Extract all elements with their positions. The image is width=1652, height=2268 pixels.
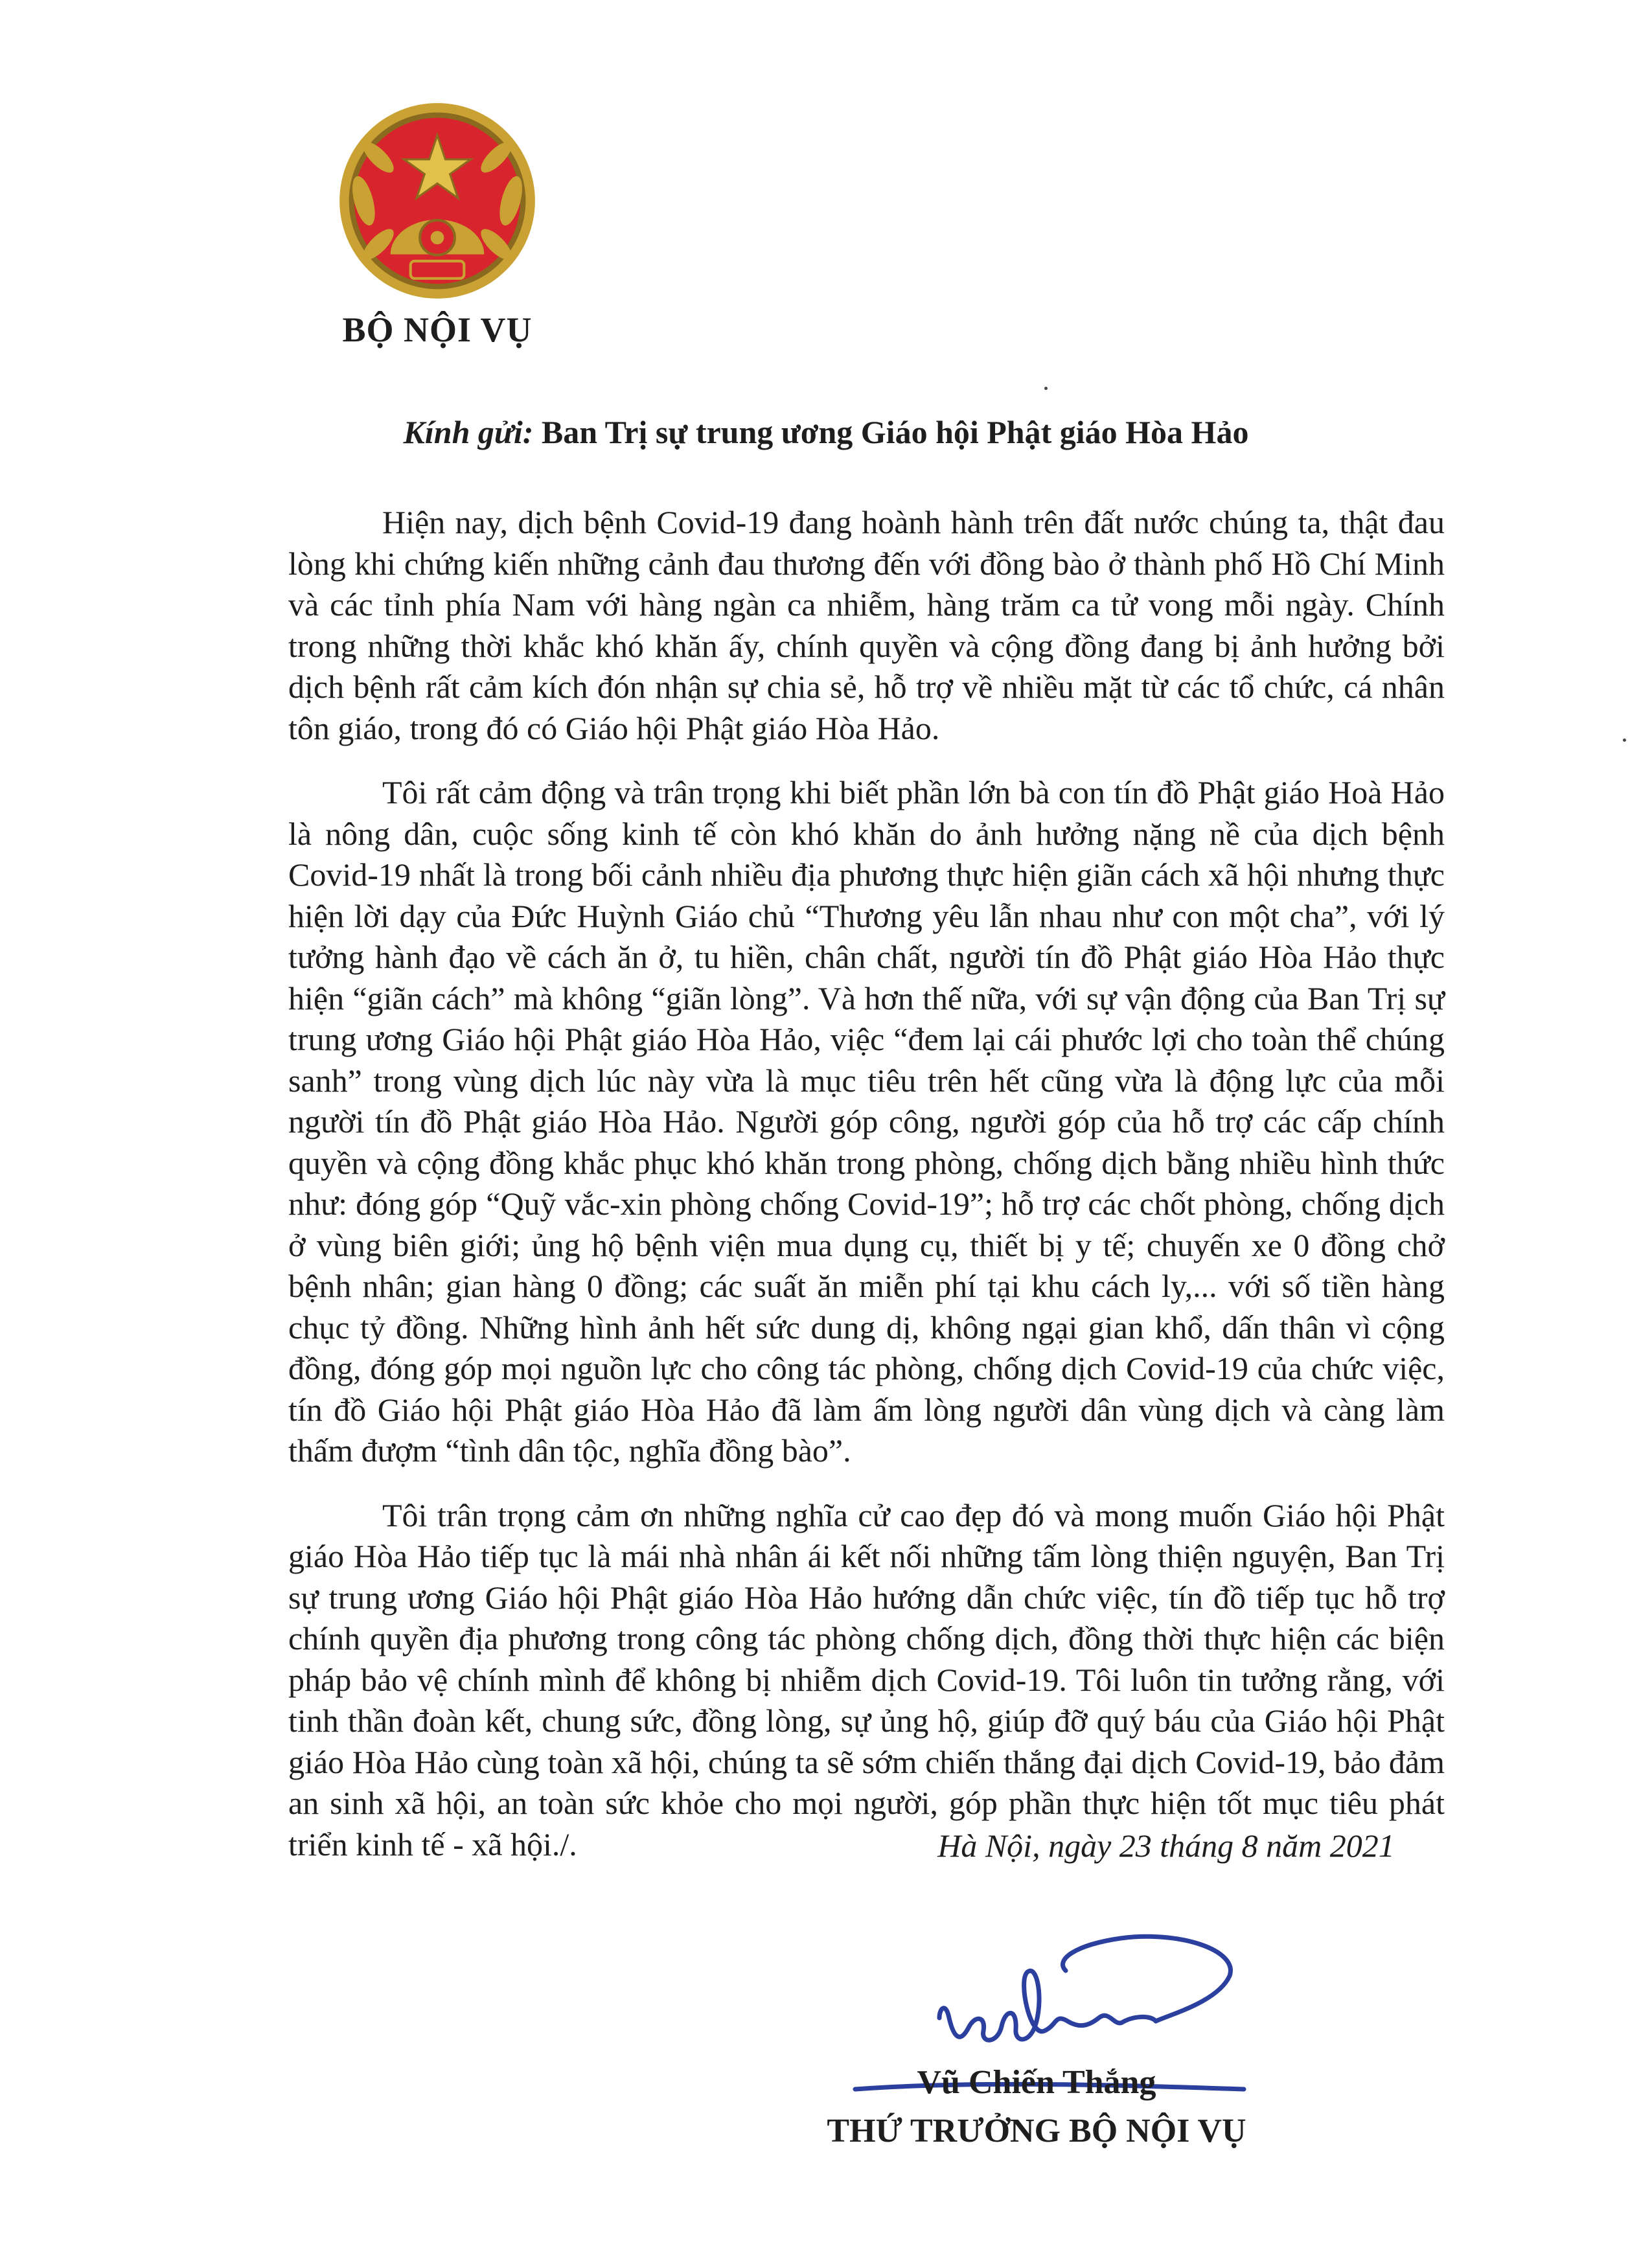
signer-title: THỨ TRƯỞNG BỘ NỘI VỤ <box>827 2113 1246 2149</box>
scan-speck <box>1044 387 1048 390</box>
salutation-recipient: Ban Trị sự trung ương Giáo hội Phật giáo Hòa Hảo <box>541 414 1249 450</box>
letter-body <box>288 502 1445 1888</box>
vietnam-national-emblem-icon <box>337 100 538 301</box>
place-date: Hà Nội, ngày 23 tháng 8 năm 2021 <box>937 1827 1395 1864</box>
ministry-name: BỘ NỘI VỤ <box>342 310 533 349</box>
salutation <box>0 413 1652 451</box>
salutation-lead: Kính gửi: <box>403 414 534 450</box>
body-paragraph-1: Hiện nay, dịch bệnh Covid-19 đang hoành hành trên đất nước chúng ta, thật đau lòng khi chứng kiến những cảnh đau thương đến với đồng bào ở thành phố Hồ Chí Minh và các tỉnh phía Nam với hàng ngàn ca nhiễm, hàng trăm ca tử vong mỗi ngày. Chính trong những thời khắc khó khăn ấy, chính quyền và cộng đồng đang bị ảnh hưởng bởi dịch bệnh rất cảm kích đón nhận sự chia sẻ, hỗ trợ về nhiều mặt từ các tổ chức, cá nhân tôn giáo, trong đó có Giáo hội Phật giáo Hòa Hảo. <box>288 504 1445 746</box>
body-paragraph-3: Tôi trân trọng cảm ơn những nghĩa cử cao đẹp đó và mong muốn Giáo hội Phật giáo Hòa Hảo tiếp tục là mái nhà nhân ái kết nối những tấm lòng thiện nguyện, Ban Trị sự trung ương Giáo hội Phật giáo Hòa Hảo hướng dẫn chức việc, tín đồ tiếp tục hỗ trợ chính quyền địa phương trong công tác phòng chống dịch, đồng thời thực hiện các biện pháp bảo vệ chính mình để không bị nhiễm dịch Covid-19. Tôi luôn tin tưởng rằng, với tinh thần đoàn kết, chung sức, đồng lòng, sự ủng hộ, giúp đỡ quý báu của Giáo hội Phật giáo Hòa Hảo cùng toàn xã hội, chúng ta sẽ sớm chiến thắng đại dịch Covid-19, bảo đảm an sinh xã hội, an toàn sức khỏe cho mọi người, góp phần thực hiện tốt mục tiêu phát triển kinh tế - xã hội./. <box>288 1496 1445 1862</box>
body-paragraph-2: Tôi rất cảm động và trân trọng khi biết phần lớn bà con tín đồ Phật giáo Hoà Hảo là nông dân, cuộc sống kinh tế còn khó khăn do ảnh hưởng nặng nề của dịch bệnh Covid-19 nhất là trong bối cảnh nhiều địa phương thực hiện giãn cách xã hội nhưng thực hiện lời dạy của Đức Huỳnh Giáo chủ “Thương yêu lẫn nhau như con một cha”, với lý tưởng hành đạo về cách ăn ở, tu hiền, chân chất, người tín đồ Phật giáo Hòa Hảo thực hiện “giãn cách” mà không “giãn lòng”. Và hơn thế nữa, với sự vận động của Ban Trị sự trung ương Giáo hội Phật giáo Hòa Hảo, việc “đem lại cái phước lợi cho toàn thể chúng sanh” trong vùng dịch lúc này vừa là mục tiêu trên hết cũng vừa là động lực của mỗi người tín đồ Phật giáo Hòa Hảo. Người góp công, người góp của hỗ trợ các cấp chính quyền và cộng đồng khắc phục khó khăn trong phòng, chống dịch bằng nhiều hình thức như: đóng góp “Quỹ vắc-xin phòng chống Covid-19”; hỗ trợ các chốt phòng, chống dịch ở vùng biên giới; ủng hộ bệnh viện mua dụng cụ, thiết bị y tế; chuyến xe 0 đồng chở bệnh nhân; gian hàng 0 đồng; các suất ăn miễn phí tại khu cách ly,... với số tiền hàng chục tỷ đồng. Những hình ảnh hết sức dung dị, không ngại gian khổ, dấn thân vì cộng đồng, đóng góp mọi nguồn lực cho công tác phòng, chống dịch Covid-19 của chức việc, tín đồ Giáo hội Phật giáo Hòa Hảo đã làm ấm lòng người dân vùng dịch và càng làm thấm đượm “tình dân tộc, nghĩa đồng bào”. <box>288 774 1445 1469</box>
scan-speck <box>1623 739 1626 742</box>
signer-name: Vũ Chiến Thắng <box>917 2064 1156 2101</box>
